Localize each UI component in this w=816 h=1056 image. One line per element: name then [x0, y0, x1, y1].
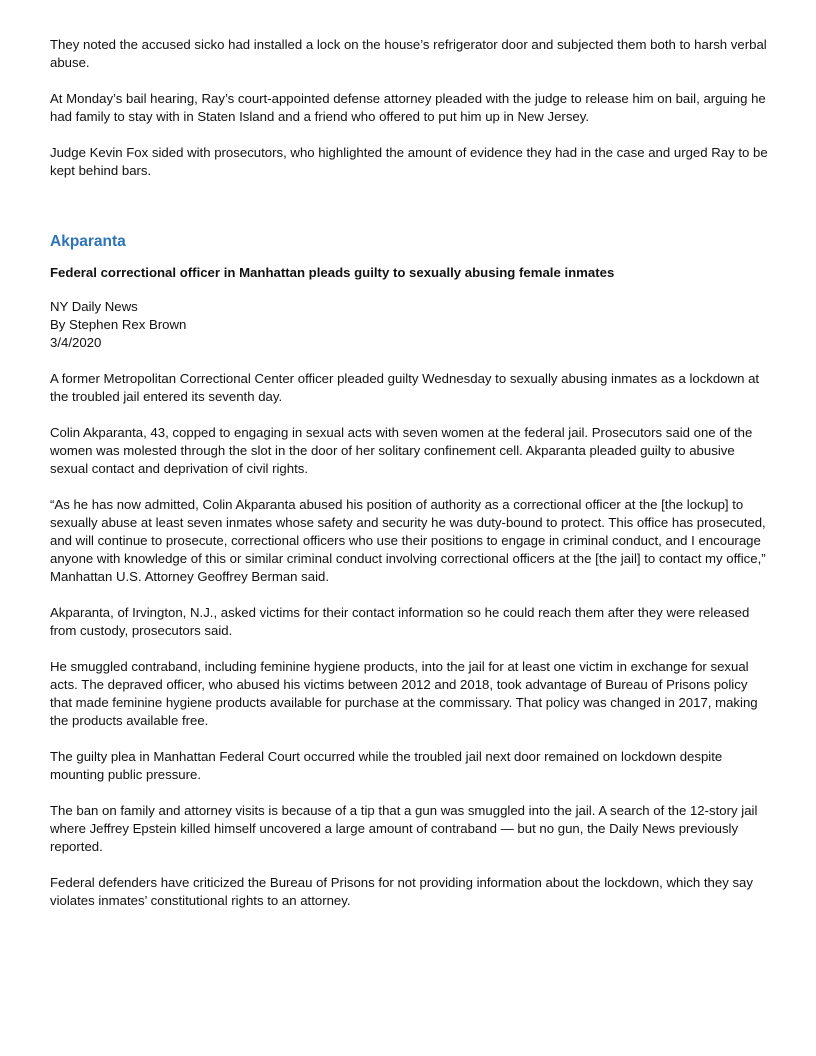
article-title: Federal correctional officer in Manhattan pleads guilty to sexually abusing female inmates — [50, 265, 615, 280]
body-paragraph: Federal defenders have criticized the Bureau of Prisons for not providing information about the lockdown, which they say violates inmates’ constitutional rights to an attorney. — [50, 875, 753, 908]
body-paragraph: They noted the accused sicko had installed a lock on the house’s refrigerator door and subjected them both to harsh verbal abuse. — [50, 37, 767, 70]
publication-name: NY Daily News — [50, 299, 138, 314]
section-heading: Akparanta — [50, 233, 126, 250]
body-paragraph: He smuggled contraband, including feminine hygiene products, into the jail for at least one victim in exchange for sexual acts. The depraved officer, who abused his victims between 2012 and 2018, took advantage of Bureau of Prisons policy that made feminine hygiene products available for purchase at the commissary. That policy was changed in 2017, making the products available free. — [50, 659, 758, 728]
body-paragraph: A former Metropolitan Correctional Center officer pleaded guilty Wednesday to sexually abusing inmates as a lockdown at the troubled jail entered its seventh day. — [50, 371, 760, 404]
author-name: By Stephen Rex Brown — [50, 317, 187, 332]
body-paragraph: The ban on family and attorney visits is because of a tip that a gun was smuggled into the jail. A search of the 12-story jail where Jeffrey Epstein killed himself uncovered a large amount of contraband — but no gun, the Daily News previously reported. — [50, 803, 758, 854]
body-paragraph: Judge Kevin Fox sided with prosecutors, who highlighted the amount of evidence they had in the case and urged Ray to be kept behind bars. — [50, 145, 768, 178]
body-paragraph: Akparanta, of Irvington, N.J., asked victims for their contact information so he could reach them after they were released from custody, prosecutors said. — [50, 605, 750, 638]
body-paragraph: “As he has now admitted, Colin Akparanta abused his position of authority as a correctional officer at the [the lockup] to sexually abuse at least seven inmates whose safety and security he was duty-bound to protect. This office has prosecuted, and will continue to prosecute, correctional officers who use their positions to engage in criminal conduct, and I encourage anyone with knowledge of this or similar criminal conduct involving correctional officers at the [the jail] to contact my office,” Manhattan U.S. Attorney Geoffrey Berman said. — [50, 497, 766, 584]
publication-date: 3/4/2020 — [50, 335, 102, 350]
body-paragraph: At Monday’s bail hearing, Ray’s court-appointed defense attorney pleaded with the judge to release him on bail, arguing he had family to stay with in Staten Island and a friend who offered to put him up in New Jersey. — [50, 91, 766, 124]
body-paragraph: The guilty plea in Manhattan Federal Court occurred while the troubled jail next door remained on lockdown despite mounting public pressure. — [50, 749, 723, 782]
body-paragraph: Colin Akparanta, 43, copped to engaging in sexual acts with seven women at the federal jail. Prosecutors said one of the women was molested through the slot in the door of her solitary confinement cell. Akparanta pleaded guilty to abusive sexual contact and deprivation of civil rights. — [50, 425, 753, 476]
document-page — [50, 36, 772, 928]
byline — [50, 298, 772, 352]
